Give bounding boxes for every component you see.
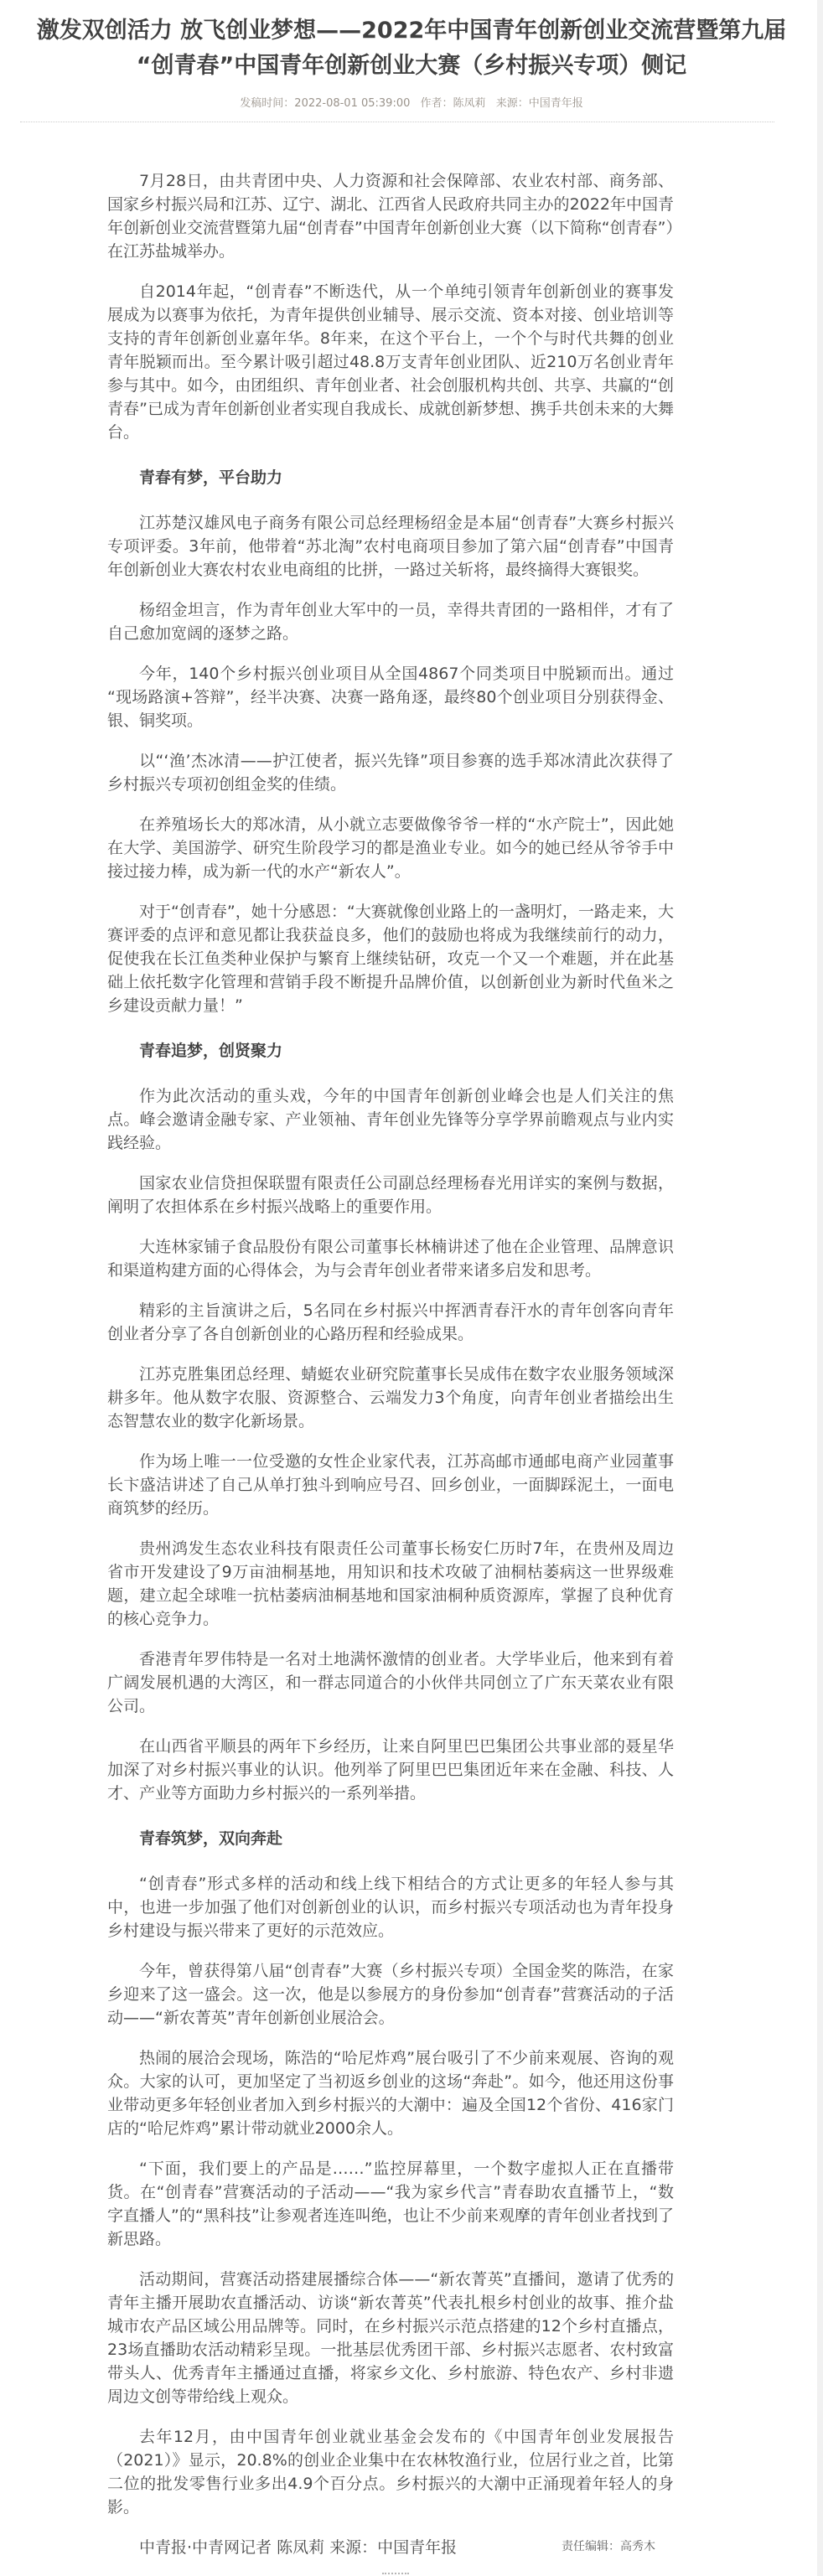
section-heading: 青春有梦，平台助力: [139, 468, 283, 487]
publish-time-label: 发稿时间：: [240, 97, 295, 110]
article-paragraph: 精彩的主旨演讲之后，5名同在乡村振兴中挥洒青春汗水的青年创客向青年创业者分享了各自创新创业的心路历程和经验成果。: [107, 1301, 674, 1343]
editor-label: 责任编辑：: [562, 2540, 620, 2553]
editor-name: 高秀木: [620, 2540, 655, 2553]
article-paragraph: 对于“创青春”，她十分感恩：“大赛就像创业路上的一盏明灯，一路走来，大赛评委的点评和意见都让我获益良多，他们的鼓励也将成为我继续前行的动力，促使我在长江鱼类种业保护与繁育上继续钻研，攻克一个又一个难题，并在此基础上依托数字化管理和营销手段不断提升品牌价值，以创新创业为新时代鱼米之乡建设贡献力量！”: [107, 903, 674, 1015]
author-name: 陈凤莉: [453, 97, 486, 110]
article-paragraph: 大连林家铺子食品股份有限公司董事长林楠讲述了他在企业管理、品牌意识和渠道构建方面的心得体会，为与会青年创业者带来诸多启发和思考。: [107, 1238, 674, 1280]
article-byline: 中青报·中青网记者 陈凤莉 来源：中国青年报: [139, 2538, 458, 2557]
article-paragraph: “下面，我们要上的产品是……”监控屏幕里，一个数字虚拟人正在直播带货。在“创青春”营赛活动的子活动——“我为家乡代言”青春助农直播节上，“数字直播人”的“黑科技”让参观者连连叫绝，也让不少前来观摩的青年创业者找到了新思路。: [107, 2160, 674, 2248]
article-paragraph: 自2014年起，“创青春”不断迭代，从一个单纯引领青年创新创业的赛事发展成为以赛事为依托，为青年提供创业辅导、展示交流、资本对接、创业培训等支持的青年创新创业嘉年华。8年来，在这个平台上，一个个与时代共舞的创业青年脱颖而出。至今累计吸引超过48.8万支青年创业团队、近210万名创业青年参与其中。如今，由团组织、青年创业者、社会创服机构共创、共享、共赢的“创青春”已成为青年创新创业者实现自我成长、成就创新梦想、携手共创未来的大舞台。: [107, 282, 674, 442]
article-paragraph: 在养殖场长大的郑冰清，从小就立志要做像爷爷一样的“水产院士”，因此她在大学、美国游学、研究生阶段学习的都是渔业专业。如今的她已经从爷爷手中接过接力棒，成为新一代的水产“新农人”。: [107, 815, 674, 881]
article-paragraph: 7月28日，由共青团中央、人力资源和社会保障部、农业农村部、商务部、国家乡村振兴局和江苏、辽宁、湖北、江西省人民政府共同主办的2022年中国青年创新创业交流营暨第九届“创青春”中国青年创新创业大赛（以下简称“创青春”）在江苏盐城举办。: [107, 172, 674, 261]
article-paragraph: 以“‘渔’杰冰清——护江使者，振兴先锋”项目参赛的选手郑冰清此次获得了乡村振兴专项初创组金奖的佳绩。: [107, 752, 674, 794]
article-paragraph: 江苏楚汉雄风电子商务有限公司总经理杨绍金是本届“创青春”大赛乡村振兴专项评委。3年前，他带着“苏北淘”农村电商项目参加了第六届“创青春”中国青年创新创业大赛农村农业电商组的比拼，一路过关斩将，最终摘得大赛银奖。: [107, 514, 674, 579]
publish-time-value: 2022-08-01 05:39:00: [294, 97, 411, 110]
article-meta: [0, 94, 823, 110]
article-paragraph: 贵州鸿发生态农业科技有限责任公司董事长杨安仁历时7年，在贵州及周边省市开发建设了9万亩油桐基地，用知识和技术攻破了油桐枯萎病这一世界级难题，建立起全球唯一抗枯萎病油桐基地和国家油桐种质资源库，掌握了良种优育的核心竞争力。: [107, 1539, 674, 1628]
article-paragraph: 作为场上唯一一位受邀的女性企业家代表，江苏高邮市通邮电商产业园董事长卞盛洁讲述了自己从单打独斗到响应号召、回乡创业，一面脚踩泥土，一面电商筑梦的经历。: [107, 1452, 674, 1518]
article-paragraph: 今年，曾获得第八届“创青春”大赛（乡村振兴专项）全国金奖的陈浩，在家乡迎来了这一盛会。这一次，他是以参展方的身份参加“创青春”营赛活动的子活动——“新农菁英”青年创新创业展洽会。: [107, 1962, 674, 2027]
section-heading: 青春筑梦，双向奔赴: [139, 1829, 283, 1848]
article-title: 激发双创活力 放飞创业梦想——2022年中国青年创新创业交流营暨第九届“创青春”中国青年创新创业大赛（乡村振兴专项）侧记: [36, 18, 787, 79]
article-paragraph: 国家农业信贷担保联盟有限责任公司副总经理杨春光用详实的案例与数据，阐明了农担体系在乡村振兴战略上的重要作用。: [107, 1174, 674, 1216]
section-heading: 青春追梦，创贤聚力: [139, 1042, 283, 1060]
article-paragraph: 作为此次活动的重头戏，今年的中国青年创新创业峰会也是人们关注的焦点。峰会邀请金融专家、产业领袖、青年创业先锋等分享学界前瞻观点与业内实践经验。: [107, 1087, 674, 1152]
article-paragraph: 今年，140个乡村振兴创业项目从全国4867个同类项目中脱颖而出。通过“现场路演+答辩”，经半决赛、决赛一路角逐，最终80个创业项目分别获得金、银、铜奖项。: [107, 665, 674, 730]
article-paragraph: 香港青年罗伟特是一名对土地满怀激情的创业者。大学毕业后，他来到有着广阔发展机遇的大湾区，和一群志同道合的小伙伴共同创立了广东天菜农业有限公司。: [107, 1650, 674, 1715]
source-label: 来源：: [495, 97, 529, 110]
article-paragraph: 在山西省平顺县的两年下乡经历，让来自阿里巴巴集团公共事业部的聂星华加深了对乡村振兴事业的认识。他列举了阿里巴巴集团近年来在金融、科技、人才、产业等方面助力乡村振兴的一系列举措。: [107, 1737, 674, 1803]
page-right-gutter: [817, 0, 823, 2576]
article-paragraph: 活动期间，营赛活动搭建展播综合体——“新农菁英”直播间，邀请了优秀的青年主播开展助农直播活动、访谈“新农菁英”代表扎根乡村创业的故事、推介盐城市农产品区域公用品牌等。同时，在乡村振兴示范点搭建的12个乡村直播点，23场直播助农活动精彩呈现。一批基层优秀团干部、乡村振兴志愿者、农村致富带头人、优秀青年主播通过直播，将家乡文化、乡村旅游、特色农产、乡村非遗周边文创等带给线上观众。: [107, 2270, 674, 2406]
page-bottom-indicator: [382, 2573, 409, 2576]
article-paragraph: “创青春”形式多样的活动和线上线下相结合的方式让更多的年轻人参与其中，也进一步加强了他们对创新创业的认识，而乡村振兴专项活动也为青年投身乡村建设与振兴带来了更好的示范效应。: [107, 1875, 674, 1940]
article-paragraph: 去年12月，由中国青年创业就业基金会发布的《中国青年创业发展报告（2021）》显示，20.8%的创业企业集中在农林牧渔行业，位居行业之首，比第二位的批发零售行业多出4.9个百分点。乡村振兴的大潮中正涌现着年轻人的身影。: [107, 2428, 674, 2517]
article-paragraph: 江苏克胜集团总经理、蜻蜓农业研究院董事长吴成伟在数字农业服务领域深耕多年。他从数字农服、资源整合、云端发力3个角度，向青年创业者描绘出生态智慧农业的数字化新场景。: [107, 1365, 674, 1430]
editor-line: [562, 2537, 655, 2554]
article-paragraph: 热闹的展洽会现场，陈浩的“哈尼炸鸡”展台吸引了不少前来观展、咨询的观众。大家的认可，更加坚定了当初返乡创业的这场“奔赴”。如今，他还用这份事业带动更多年轻创业者加入到乡村振兴的大潮中：遍及全国12个省份、416家门店的“哈尼炸鸡”累计带动就业2000余人。: [107, 2049, 674, 2138]
author-label: 作者：: [420, 97, 453, 110]
source-name: 中国青年报: [528, 97, 583, 110]
article-body: [107, 169, 674, 2559]
article-paragraph: 杨绍金坦言，作为青年创业大军中的一员，幸得共青团的一路相伴，才有了自己愈加宽阔的逐梦之路。: [107, 601, 674, 643]
